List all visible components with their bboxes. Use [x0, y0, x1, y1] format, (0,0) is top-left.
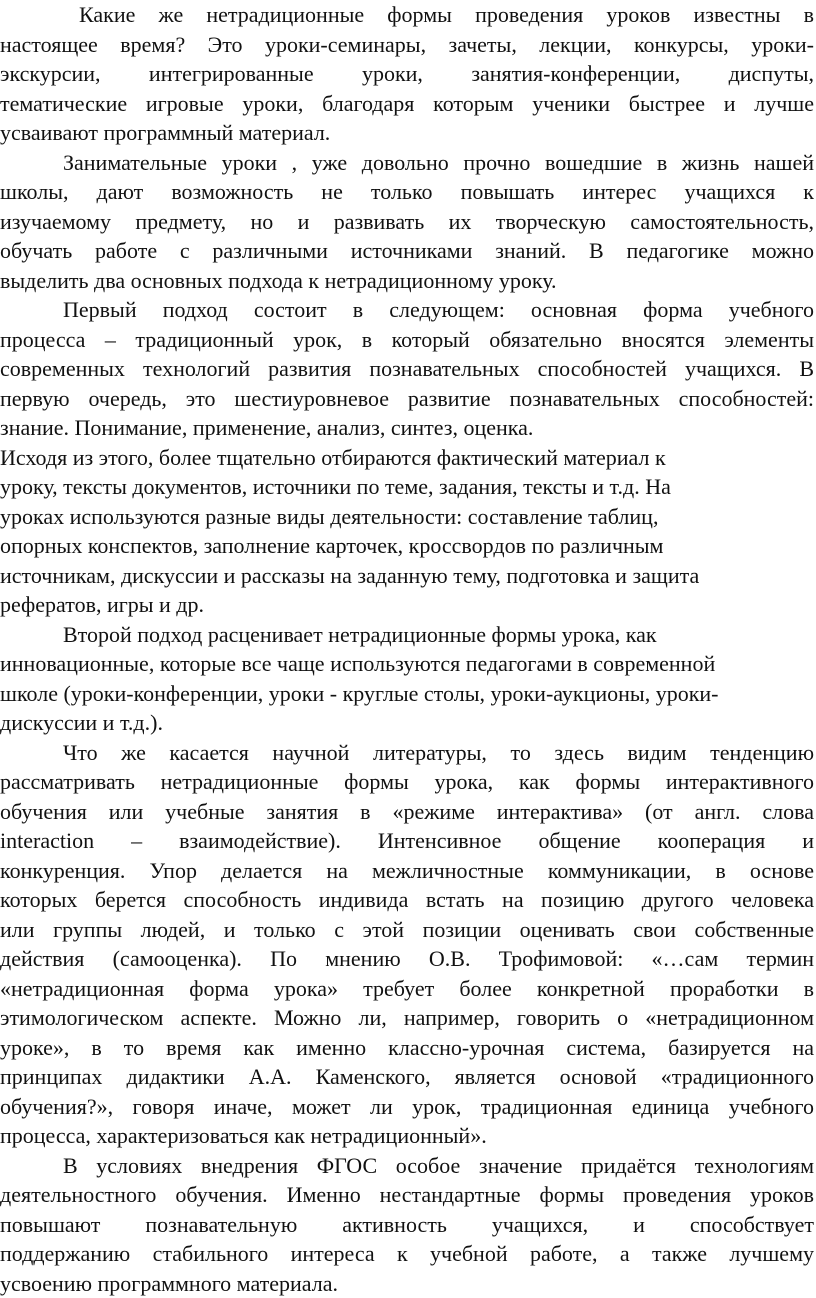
text-line: уроке», в то время как именно классно-урочная система, базируется на [0, 1033, 814, 1063]
text-line: конкуренция. Упор делается на межличностные коммуникации, в основе [0, 856, 814, 886]
text-line: дискуссии и т.д.). [0, 708, 814, 738]
paragraph-second-approach [0, 620, 814, 738]
text-line: школе (уроки-конференции, уроки - круглые столы, уроки-аукционы, уроки- [0, 679, 814, 709]
text-line: Что же касается научной литературы, то здесь видим тенденцию [0, 738, 814, 768]
text-line: обучения?», говоря иначе, может ли урок, традиционная единица учебного [0, 1092, 814, 1122]
text-line: школы, дают возможность не только повышать интерес учащихся к [0, 177, 814, 207]
text-line: первую очередь, это шестиуровневое развитие познавательных способностей: [0, 384, 814, 414]
text-line: тематические игровые уроки, благодаря которым ученики быстрее и лучше [0, 89, 814, 119]
text-line: опорных конспектов, заполнение карточек, кроссвордов по различным [0, 531, 814, 561]
text-line: изучаемому предмету, но и развивать их творческую самостоятельность, [0, 207, 814, 237]
text-line: Исходя из этого, более тщательно отбираются фактический материал к [0, 443, 814, 473]
paragraph-first-approach [0, 295, 814, 443]
text-line: Занимательные уроки , уже довольно прочно вошедшие в жизнь нашей [0, 148, 814, 178]
text-line: действия (самооценка). По мнению О.В. Трофимовой: «…сам термин [0, 944, 814, 974]
text-line: настоящее время? Это уроки-семинары, зачеты, лекции, конкурсы, уроки- [0, 30, 814, 60]
text-line: процесса – традиционный урок, в который обязательно вносятся элементы [0, 325, 814, 355]
paragraph-forms-list [0, 0, 814, 148]
text-line: обучать работе с различными источниками знаний. В педагогике можно [0, 236, 814, 266]
text-line: усваивают программный материал. [0, 118, 814, 148]
text-line: Первый подход состоит в следующем: основная форма учебного [0, 295, 814, 325]
text-line: современных технологий развития познавательных способностей учащихся. В [0, 354, 814, 384]
text-line: рассматривать нетрадиционные формы урока, как формы интерактивного [0, 767, 814, 797]
text-line: Какие же нетрадиционные формы проведения уроков известны в [0, 0, 814, 30]
paragraph-entertaining-lessons [0, 148, 814, 296]
text-line: поддержанию стабильного интереса к учебной работе, а также лучшему [0, 1239, 814, 1269]
text-line: процесса, характеризоваться как нетрадиционный». [0, 1121, 814, 1151]
text-line: инновационные, которые все чаще используются педагогами в современной [0, 649, 814, 679]
paragraph-scientific-literature [0, 738, 814, 1151]
paragraph-materials-selection [0, 443, 814, 620]
text-line: принципах дидактики А.А. Каменского, является основой «традиционного [0, 1062, 814, 1092]
text-line: источникам, дискуссии и рассказы на заданную тему, подготовка и защита [0, 561, 814, 591]
text-line: усвоению программного материала. [0, 1269, 814, 1298]
text-line: выделить два основных подхода к нетрадиционному уроку. [0, 266, 814, 296]
text-line: interaction – взаимодействие). Интенсивное общение кооперация и [0, 826, 814, 856]
text-line: которых берется способность индивида встать на позицию другого человека [0, 885, 814, 915]
text-line: знание. Понимание, применение, анализ, синтез, оценка. [0, 413, 814, 443]
text-line: В условиях внедрения ФГОС особое значение придаётся технологиям [0, 1151, 814, 1181]
text-line: уроках используются разные виды деятельности: составление таблиц, [0, 502, 814, 532]
text-line: Второй подход расценивает нетрадиционные формы урока, как [0, 620, 814, 650]
text-line: рефератов, игры и др. [0, 590, 814, 620]
text-line: этимологическом аспекте. Можно ли, например, говорить о «нетрадиционном [0, 1003, 814, 1033]
text-line: обучения или учебные занятия в «режиме интерактива» (от англ. слова [0, 797, 814, 827]
text-line: экскурсии, интегрированные уроки, занятия-конференции, диспуты, [0, 59, 814, 89]
text-line: повышают познавательную активность учащихся, и способствует [0, 1210, 814, 1240]
text-line: или группы людей, и только с этой позиции оценивать свои собственные [0, 915, 814, 945]
text-line: уроку, тексты документов, источники по теме, задания, тексты и т.д. На [0, 472, 814, 502]
text-line: деятельностного обучения. Именно нестандартные формы проведения уроков [0, 1180, 814, 1210]
text-line: «нетрадиционная форма урока» требует более конкретной проработки в [0, 974, 814, 1004]
paragraph-fgos [0, 1151, 814, 1298]
